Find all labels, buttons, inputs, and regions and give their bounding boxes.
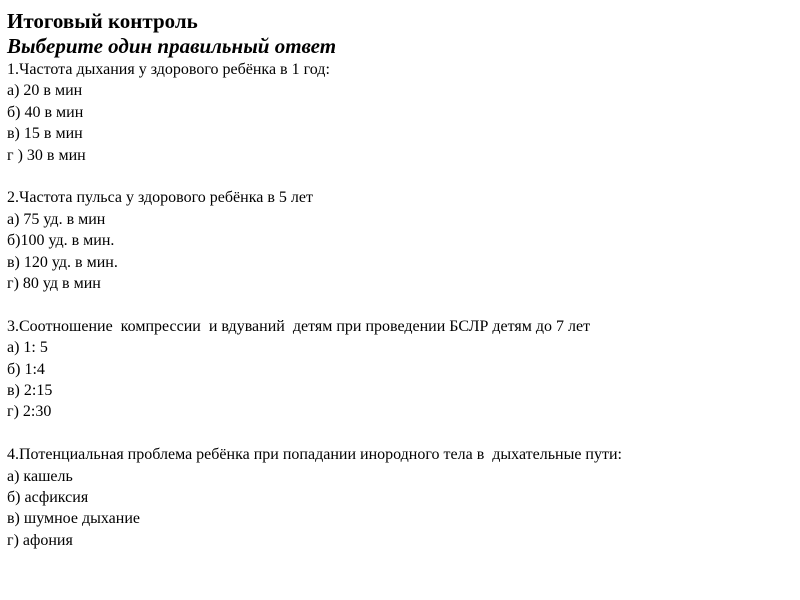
question-2-text: 2.Частота пульса у здорового ребёнка в 5 лет: [7, 189, 313, 207]
question-1-option-b: б) 40 в мин: [7, 103, 84, 121]
question-2-option-a: а) 75 уд. в мин: [7, 210, 106, 228]
question-3: [7, 316, 793, 423]
question-2: [7, 187, 793, 294]
slide-content: [7, 9, 793, 551]
question-4-text: 4.Потенциальная проблема ребёнка при попадании инородного тела в дыхательные пути:: [7, 446, 622, 464]
question-1-option-a: а) 20 в мин: [7, 82, 83, 100]
question-3-option-a: а) 1: 5: [7, 339, 48, 357]
question-3-option-d: г) 2:30: [7, 403, 52, 421]
question-2-option-c: в) 120 уд. в мин.: [7, 253, 118, 271]
question-1: [7, 59, 793, 166]
question-1-option-c: в) 15 в мин: [7, 125, 83, 143]
question-gap: [7, 423, 793, 444]
question-gap: [7, 166, 793, 187]
slide-subtitle: Выберите один правильный ответ: [7, 34, 337, 58]
question-1-text: 1.Частота дыхания у здорового ребёнка в 1 год:: [7, 61, 330, 78]
question-3-option-c: в) 2:15: [7, 382, 53, 400]
question-1-option-d: г ) 30 в мин: [7, 146, 86, 164]
question-4-option-c: в) шумное дыхание: [7, 510, 140, 528]
question-4-option-a: а) кашель: [7, 467, 73, 485]
slide-title: Итоговый контроль: [7, 9, 198, 33]
question-3-option-b: б) 1:4: [7, 360, 45, 378]
question-4-option-b: б) асфиксия: [7, 489, 89, 507]
question-2-option-b: б)100 уд. в мин.: [7, 232, 115, 250]
question-3-text: 3.Соотношение компрессии и вдуваний детям при проведении БСЛР детям до 7 лет: [7, 317, 591, 335]
question-2-option-d: г) 80 уд в мин: [7, 275, 101, 293]
question-gap: [7, 294, 793, 315]
question-4: [7, 444, 793, 551]
question-4-option-d: г) афония: [7, 531, 73, 549]
